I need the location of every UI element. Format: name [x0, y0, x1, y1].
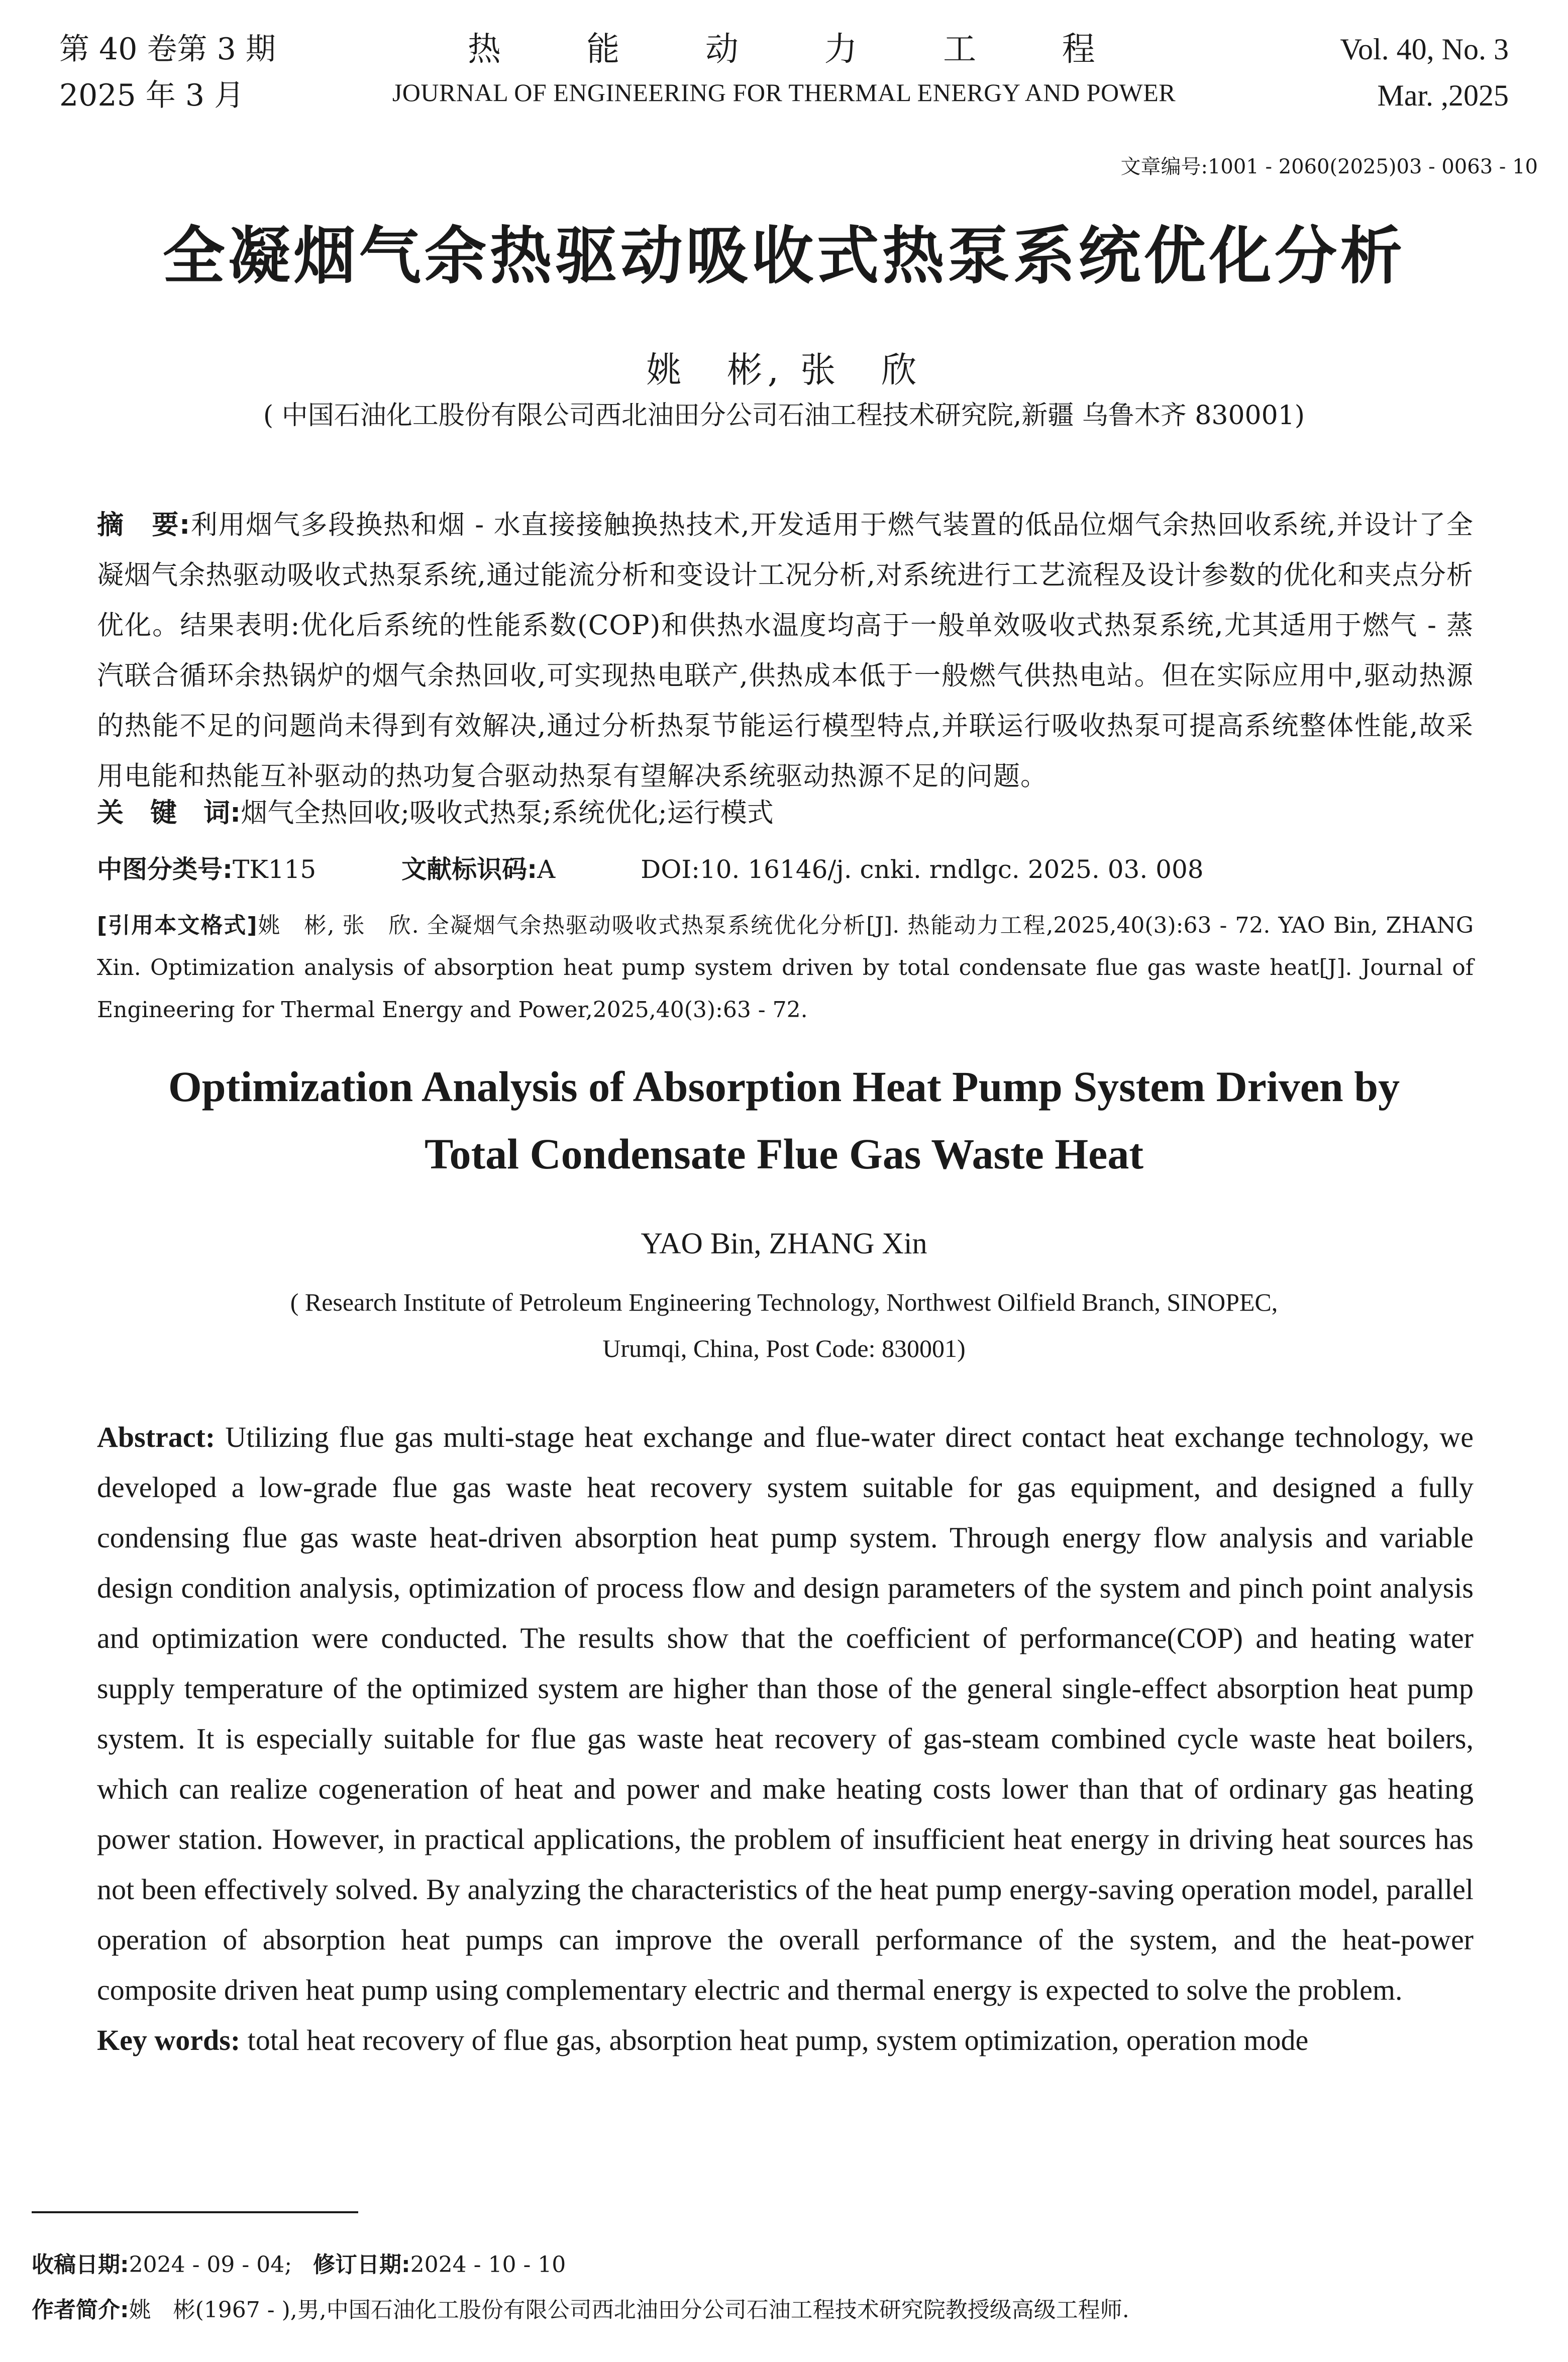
abstract-en-label: Abstract: — [97, 1421, 216, 1453]
title-en-line: Total Condensate Flue Gas Waste Heat — [424, 1130, 1143, 1178]
keywords-en — [97, 2015, 1474, 2065]
clc-value: TK115 — [233, 855, 317, 884]
date-cn: 2025 年 3 月 — [59, 78, 245, 113]
journal-char: 力 — [824, 30, 863, 68]
journal-title-en: JOURNAL OF ENGINEERING FOR THERMAL ENERGY AND POWER — [392, 78, 1176, 107]
doi: DOI:10. 16146/j. cnki. rndlgc. 2025. 03. 008 — [641, 855, 1204, 884]
affiliation-cn: ( 中国石油化工股份有限公司西北油田分公司石油工程技术研究院,新疆 乌鲁木齐 830001) — [263, 401, 1305, 431]
keywords-cn-label: 关 键 词: — [97, 798, 241, 828]
abstract-en-text: Utilizing flue gas multi-stage heat exchange and flue-water direct contact heat exchange technology, we developed a low-grade flue gas waste heat recovery system suitable for gas equipment, and designed a fully condensing flue gas waste heat-driven absorption heat pump system. Through energy flow analysis and variable design condition analysis, optimization of process flow and design parameters of the system and pinch point analysis and optimization were conducted. The results show that the coefficient of performance(COP) and heating water supply temperature of the optimized system are higher than those of the general single-effect absorption heat pump system. It is especially suitable for flue gas waste heat recovery of gas-steam combined cycle waste heat boilers, which can realize cogeneration of heat and power and make heating costs lower than that of ordinary gas heating power station. However, in practical applications, the problem of insufficient heat energy in driving heat sources has not been effectively solved. By analyzing the characteristics of the heat pump energy-saving operation model, parallel operation of absorption heat pumps can improve the overall performance of the system, and the heat-power composite driven heat pump using complementary electric and thermal energy is expected to solve the problem. — [97, 1421, 1474, 2006]
journal-char: 工 — [943, 30, 982, 68]
doc-code-value: A — [537, 855, 556, 884]
clc-label: 中图分类号: — [97, 855, 233, 884]
abstract-en — [97, 1412, 1474, 2065]
affiliation-en — [0, 1279, 1568, 1371]
volume-cn: 第 40 卷第 3 期 — [59, 32, 276, 67]
affiliation-en-line: Urumqi, China, Post Code: 830001) — [602, 1334, 966, 1362]
received-date: 2024 - 09 - 04; — [129, 2252, 292, 2278]
keywords-cn-text: 烟气全热回收;吸收式热泵;系统优化;运行模式 — [241, 798, 774, 828]
title-cn: 全凝烟气余热驱动吸收式热泵系统优化分析 — [162, 220, 1406, 292]
footnote-divider — [32, 2211, 358, 2213]
bio-label: 作者简介: — [32, 2297, 129, 2323]
journal-masthead — [0, 26, 1568, 113]
revised-date: 2024 - 10 - 10 — [410, 2252, 566, 2278]
abstract-cn — [97, 500, 1474, 802]
abstract-cn-text: 利用烟气多段换热和烟 - 水直接接触换热技术,开发适用于燃气装置的低品位烟气余热回收系统,并设计了全凝烟气余热驱动吸收式热泵系统,通过能流分析和变设计工况分析,对系统进行工艺流程及设计参数的优化和夹点分析优化。结果表明:优化后系统的性能系数(COP)和供热水温度均高于一般单效吸收式热泵系统,尤其适用于燃气 - 蒸汽联合循环余热锅炉的烟气余热回收,可实现热电联产,供热成本低于一般燃气供热电站。但在实际应用中,驱动热源的热能不足的问题尚未得到有效解决,通过分析热泵节能运行模型特点,并联运行吸收热泵可提高系统整体性能,故采用电能和热能互补驱动的热功复合驱动热泵有望解决系统驱动热源不足的问题。 — [97, 510, 1474, 792]
journal-title-cn — [0, 26, 1568, 72]
received-label: 收稿日期: — [32, 2252, 129, 2278]
authors-en: YAO Bin, ZHANG Xin — [641, 1227, 927, 1260]
title-en-line: Optimization Analysis of Absorption Heat Pump System Driven by — [168, 1062, 1400, 1111]
abstract-en-paragraph — [97, 1412, 1474, 2015]
abstract-cn-label: 摘 要: — [97, 510, 191, 540]
keywords-cn — [97, 792, 1474, 830]
affiliation-en-line: ( Research Institute of Petroleum Engineering Technology, Northwest Oilfield Branch, SINOPEC, — [290, 1288, 1278, 1316]
citation-text: 姚 彬, 张 欣. 全凝烟气余热驱动吸收式热泵系统优化分析[J]. 热能动力工程,2025,40(3):63 - 72. YAO Bin, ZHANG Xin. Optimization analysis of absorption heat pump system driven by total condensate flue gas waste heat[J]. Journal of Engineering for Thermal Energy and Power,2025,40(3):63 - 72. — [97, 913, 1474, 1023]
classification-row — [97, 849, 1474, 885]
journal-char: 热 — [467, 30, 506, 68]
revised-label: 修订日期: — [313, 2252, 410, 2278]
footnote-dates — [32, 2246, 566, 2279]
journal-char: 动 — [705, 30, 744, 68]
date-en: Mar. ,2025 — [1377, 79, 1509, 112]
doc-code-label: 文献标识码: — [401, 855, 538, 884]
bio-text: 姚 彬(1967 - ),男,中国石油化工股份有限公司西北油田分公司石油工程技术研究院教授级高级工程师. — [129, 2297, 1129, 2323]
article-number: 文章编号:1001 - 2060(2025)03 - 0063 - 10 — [1120, 155, 1538, 178]
journal-char: 能 — [586, 30, 625, 68]
citation-label: [引用本文格式] — [97, 913, 257, 938]
citation — [97, 905, 1474, 1031]
keywords-en-label: Key words: — [97, 2024, 241, 2056]
authors-cn: 姚 彬, 张 欣 — [646, 349, 922, 390]
footnote-author-bio — [32, 2292, 1129, 2324]
title-en — [0, 1053, 1568, 1188]
keywords-en-text: total heat recovery of flue gas, absorption heat pump, system optimization, operation mode — [240, 2024, 1309, 2056]
journal-char: 程 — [1062, 30, 1101, 68]
issue-info-en — [1340, 26, 1509, 119]
volume-en: Vol. 40, No. 3 — [1340, 33, 1509, 66]
